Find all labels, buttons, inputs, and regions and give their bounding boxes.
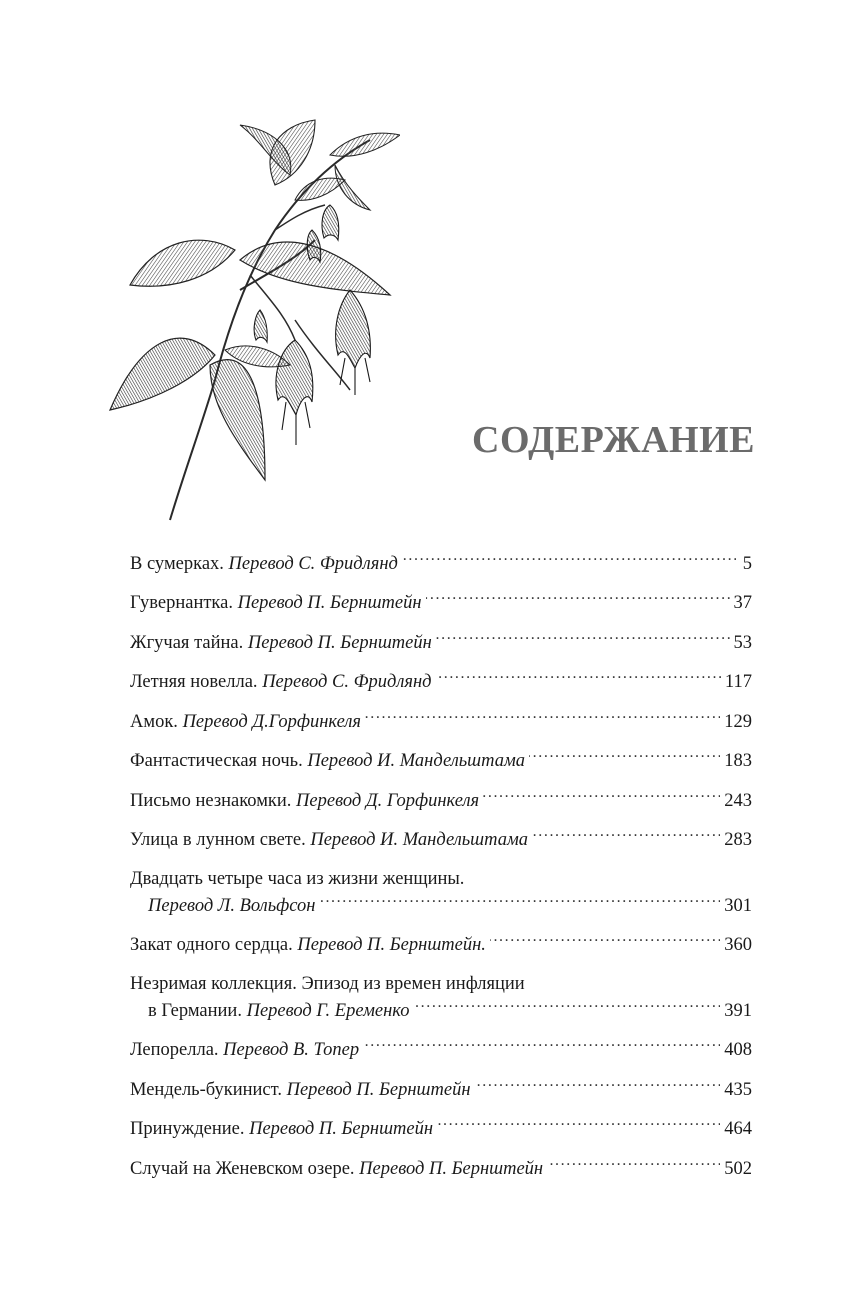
page-number: 408 [724, 1040, 752, 1060]
dot-leader [490, 932, 720, 951]
entry-title: Фантастическая ночь. [130, 751, 303, 771]
toc-entry [130, 1155, 752, 1182]
entry-title: Мендель-букинист. [130, 1079, 282, 1100]
page-number: 360 [724, 935, 752, 955]
dot-leader [426, 590, 730, 609]
page-number: 243 [724, 790, 752, 811]
dot-leader [532, 827, 720, 846]
dot-leader [402, 550, 736, 569]
dot-leader [475, 1076, 721, 1095]
dot-leader [483, 787, 720, 806]
entry-translator: Перевод П. Бернштейн [359, 1158, 544, 1179]
page-number: 391 [724, 1000, 752, 1021]
entry-title: Случай на Женевском озере. [130, 1158, 355, 1179]
toc-entry [130, 827, 752, 854]
page-number: 502 [724, 1158, 752, 1179]
toc-entry [130, 629, 752, 656]
entry-translator: Перевод И. Мандельштама [307, 751, 526, 771]
toc-entry [130, 866, 752, 919]
dot-leader [436, 669, 721, 688]
entry-translator: Перевод В. Топер [223, 1040, 360, 1060]
entry-translator: Перевод П. Бернштейн. [297, 935, 486, 955]
entry-translator: Перевод Г. Еременко [246, 1000, 410, 1021]
entry-title: Двадцать четыре часа из жизни женщины. [130, 869, 465, 889]
entry-title: Незримая коллекция. Эпизод из времен инфляции [130, 974, 525, 994]
entry-translator: Перевод Д.Горфинкеля [182, 711, 362, 732]
page-number: 53 [733, 632, 752, 653]
entry-translator: Перевод П. Бернштейн [237, 593, 422, 613]
dot-leader [319, 892, 720, 911]
dot-leader [363, 1037, 720, 1056]
entry-title: Амок. [130, 711, 178, 732]
page-title: СОДЕРЖАНИЕ [472, 419, 755, 461]
page-number: 435 [724, 1079, 752, 1100]
page-number: 464 [724, 1119, 752, 1139]
entry-translator: Перевод С. Фридлянд [262, 672, 432, 692]
toc-entry [130, 708, 752, 735]
dot-leader [436, 629, 730, 648]
dot-leader [529, 748, 720, 767]
toc-entry [130, 1037, 752, 1064]
entry-title: Улица в лунном свете. [130, 830, 306, 850]
page-number: 117 [724, 672, 752, 692]
dot-leader [365, 708, 720, 727]
flowers [254, 205, 370, 445]
toc-entry [130, 1076, 752, 1103]
page-number: 283 [724, 830, 752, 850]
toc-entry [130, 748, 752, 775]
toc-entry [130, 971, 752, 1024]
toc-entry [130, 669, 752, 696]
page-number: 183 [724, 751, 752, 771]
entry-translator: Перевод И. Мандельштама [310, 830, 529, 850]
entry-title: Гувернантка. [130, 593, 233, 613]
toc-entry [130, 590, 752, 617]
entry-translator: Перевод Д. Горфинкеля [296, 790, 480, 811]
entry-title: Жгучая тайна. [130, 632, 244, 653]
entry-title: Лепорелла. [130, 1040, 219, 1060]
toc-entry [130, 932, 752, 959]
fuchsia-botanical-engraving-icon [100, 110, 400, 530]
page-number: 5 [742, 553, 752, 574]
entry-title: Принуждение. [130, 1119, 245, 1139]
entry-title: В сумерках. [130, 553, 224, 574]
entry-translator: Перевод С. Фридлянд [228, 553, 398, 574]
page-number: 301 [724, 895, 752, 916]
page-number: 129 [724, 711, 752, 732]
entry-title: Летняя новелла. [130, 672, 258, 692]
dot-leader [413, 997, 720, 1016]
entry-translator: Перевод П. Бернштейн [249, 1119, 434, 1139]
table-of-contents [130, 550, 752, 1195]
toc-entry [130, 787, 752, 814]
entry-title: Закат одного сердца. [130, 935, 293, 955]
entry-title: Письмо незнакомки. [130, 790, 292, 811]
dot-leader [547, 1155, 720, 1174]
entry-translator: Перевод П. Бернштейн [247, 632, 432, 653]
toc-entry [130, 1116, 752, 1143]
page-number: 37 [733, 593, 752, 613]
entry-translator: Перевод П. Бернштейн [286, 1079, 471, 1100]
entry-title-continued: в Германии. [148, 1000, 242, 1021]
dot-leader [437, 1116, 720, 1135]
entry-translator: Перевод Л. Вольфсон [148, 895, 316, 916]
toc-entry [130, 550, 752, 577]
